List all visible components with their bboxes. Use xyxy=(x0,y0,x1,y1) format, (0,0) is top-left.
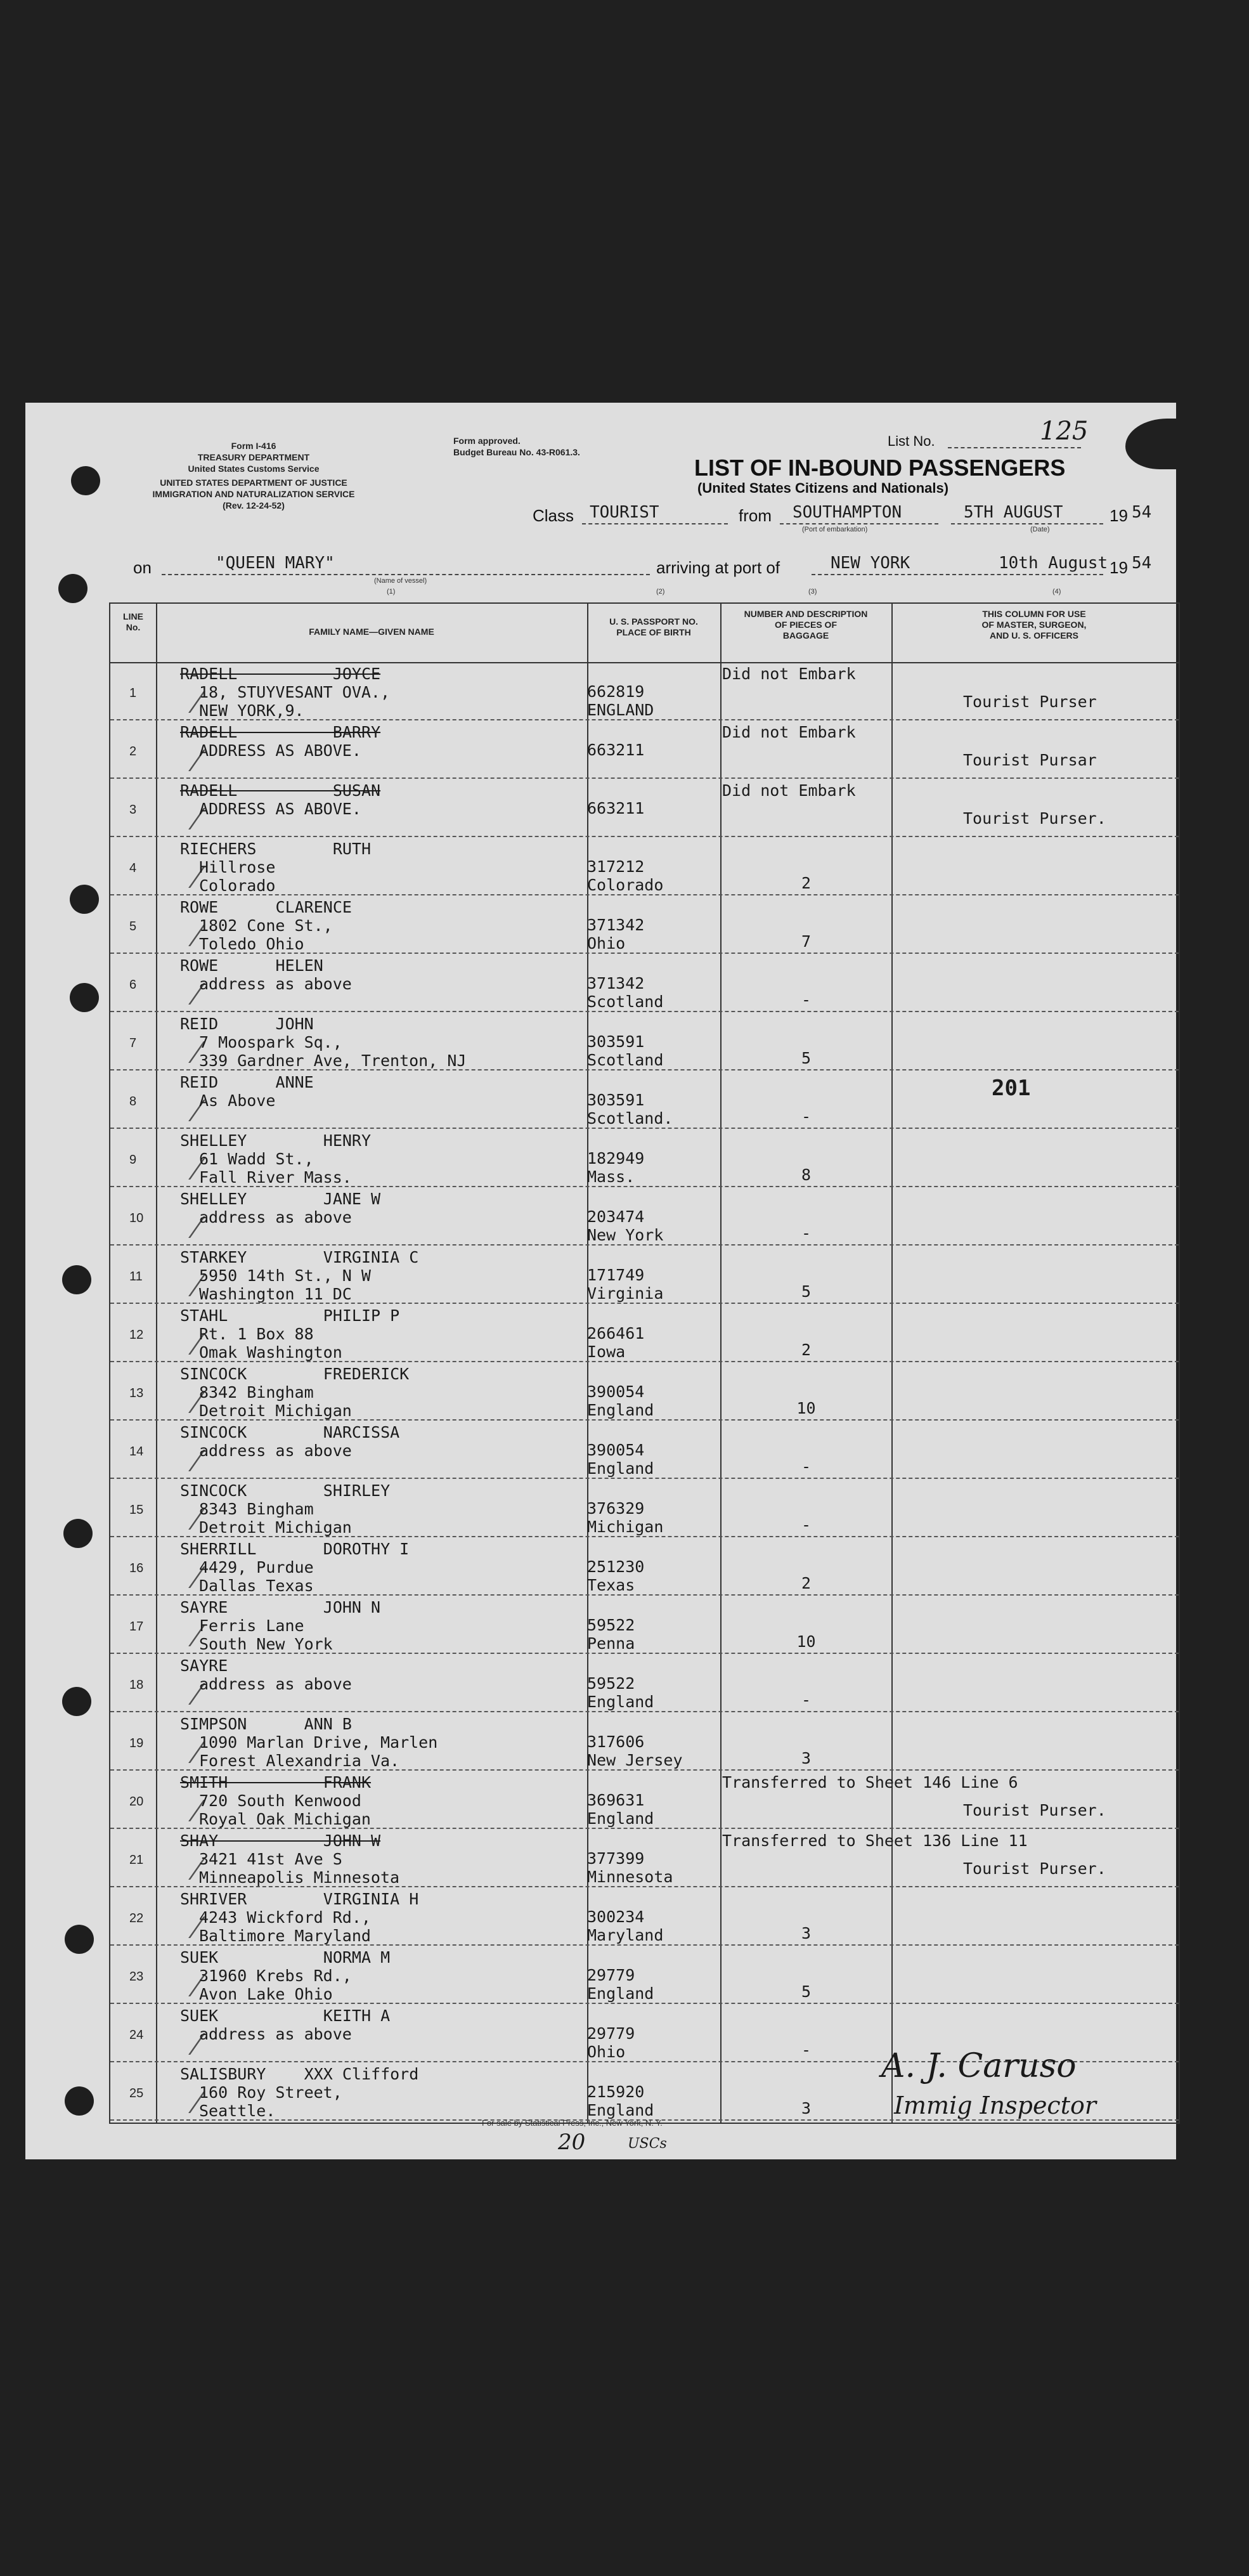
baggage-count: - xyxy=(801,1107,812,1126)
officer-remark: Tourist Pursar xyxy=(963,751,1097,769)
place-of-birth: Michigan xyxy=(587,1518,664,1536)
address-line-1: Hillrose xyxy=(199,858,276,876)
address-line-1: 3421 41st Ave S xyxy=(199,1850,342,1868)
list-subtitle: (United States Citizens and Nationals) xyxy=(697,480,949,496)
line-number: 7 xyxy=(129,1036,137,1050)
address-line-2: Minneapolis Minnesota xyxy=(199,1868,400,1887)
passport-cell xyxy=(587,1558,720,1594)
address-line-2: Omak Washington xyxy=(199,1343,342,1362)
status-note: Transferred to Sheet 146 Line 6 xyxy=(722,1773,1018,1792)
line-number: 12 xyxy=(129,1328,144,1342)
passport-number: 371342 xyxy=(587,916,645,934)
passenger-name: RIECHERS RUTH xyxy=(180,840,372,858)
status-note: Did not Embark xyxy=(722,781,856,800)
place-of-birth: England xyxy=(587,1693,654,1711)
baggage-count: 3 xyxy=(801,1749,812,1767)
officer-remark: Tourist Purser. xyxy=(963,1859,1106,1878)
line-number: 14 xyxy=(129,1445,144,1459)
address-line-2: South New York xyxy=(199,1635,333,1653)
table-row xyxy=(110,720,1179,779)
address-line-2: Forest Alexandria Va. xyxy=(199,1752,400,1770)
baggage-count: 2 xyxy=(801,1341,812,1359)
address-line-1: 4429, Purdue xyxy=(199,1558,314,1577)
passport-cell xyxy=(587,1032,720,1069)
line-number: 24 xyxy=(129,2028,144,2042)
address-line-2: Washington 11 DC xyxy=(199,1285,352,1303)
address-line-2: Dallas Texas xyxy=(199,1577,314,1595)
baggage-count: - xyxy=(801,1516,812,1534)
col-header-name: FAMILY NAME—GIVEN NAME xyxy=(309,627,434,637)
passport-number: 266461 xyxy=(587,1324,645,1343)
address-line-1: 1090 Marlan Drive, Marlen xyxy=(199,1733,438,1752)
baggage-count: 10 xyxy=(796,1399,816,1417)
place-of-birth: Virginia xyxy=(587,1284,664,1303)
col-header-passport: U. S. PASSPORT NO. PLACE OF BIRTH xyxy=(609,616,698,637)
on-label: on xyxy=(133,558,152,577)
form-number: Form I-416 xyxy=(231,441,276,451)
address-line-1: address as above xyxy=(199,1441,352,1460)
baggage-count: 5 xyxy=(801,1982,812,2001)
line-number: 13 xyxy=(129,1386,144,1400)
passport-cell xyxy=(587,1091,720,1128)
officer-remark: Tourist Purser xyxy=(963,693,1097,711)
passenger-name: ROWE CLARENCE xyxy=(180,898,352,916)
passenger-name: ROWE HELEN xyxy=(180,956,323,975)
baggage-count: 3 xyxy=(801,1924,812,1942)
list-no-label: List No. xyxy=(888,433,935,449)
passenger-name: SHELLEY JANE W xyxy=(180,1190,381,1208)
baggage-count: - xyxy=(801,1224,812,1242)
address-line-1: 5950 14th St., N W xyxy=(199,1266,371,1285)
form-revision: (Rev. 12-24-52) xyxy=(223,500,285,511)
passenger-table xyxy=(109,602,1180,2124)
passport-number: 390054 xyxy=(587,1441,645,1459)
line-number: 10 xyxy=(129,1211,144,1225)
year-prefix: 19 xyxy=(1110,506,1128,525)
line-number: 25 xyxy=(129,2086,144,2100)
passenger-name: SALISBURY XXX Clifford xyxy=(180,2065,419,2083)
inspector-title: Immig Inspector xyxy=(894,2091,1097,2119)
punch-hole xyxy=(58,574,87,603)
line-number: 5 xyxy=(129,920,137,933)
baggage-count: 3 xyxy=(801,2099,812,2117)
punch-hole xyxy=(70,983,99,1012)
passport-cell xyxy=(587,1149,720,1186)
form-service: United States Customs Service xyxy=(188,464,320,474)
place-of-birth: New York xyxy=(587,1226,664,1244)
baggage-count: 8 xyxy=(801,1166,812,1184)
place-of-birth: England xyxy=(587,1459,654,1478)
line-number: 23 xyxy=(129,1970,144,1984)
list-title: LIST OF IN-BOUND PASSENGERS xyxy=(694,455,1066,481)
place-of-birth: England xyxy=(587,2101,654,2119)
budget-number: Budget Bureau No. 43-R061.3. xyxy=(453,447,580,457)
class-label: Class xyxy=(533,506,574,525)
year-value: 54 xyxy=(1132,503,1152,522)
passport-cell xyxy=(587,2024,720,2061)
passport-cell xyxy=(587,1441,720,1478)
passport-number: 303591 xyxy=(587,1032,645,1051)
place-of-birth: Scotland xyxy=(587,992,664,1011)
line-number: 17 xyxy=(129,1620,144,1634)
table-row xyxy=(110,1596,1179,1654)
address-line-2: Fall River Mass. xyxy=(199,1168,352,1187)
passenger-name: SAYRE xyxy=(180,1656,228,1675)
passport-number: 317606 xyxy=(587,1733,645,1751)
passport-cell xyxy=(587,1966,720,2003)
table-row xyxy=(110,1187,1179,1246)
passport-number: 300234 xyxy=(587,1908,645,1926)
baggage-count: 10 xyxy=(796,1632,816,1651)
address-line-1: As Above xyxy=(199,1091,276,1110)
address-line-1: address as above xyxy=(199,1675,352,1693)
passport-cell xyxy=(587,1616,720,1653)
table-row xyxy=(110,1654,1179,1712)
class-value: TOURIST xyxy=(590,503,659,522)
passport-number: 59522 xyxy=(587,1674,635,1693)
officer-remark: 201 xyxy=(992,1076,1031,1101)
address-line-2: Toledo Ohio xyxy=(199,935,304,953)
passenger-name: REID ANNE xyxy=(180,1073,314,1091)
passport-cell xyxy=(587,1266,720,1303)
line-number: 2 xyxy=(129,745,137,758)
passport-number: 369631 xyxy=(587,1791,645,1809)
place-of-birth: Maryland xyxy=(587,1926,664,1944)
form-dept: TREASURY DEPARTMENT xyxy=(197,452,310,462)
passport-cell xyxy=(587,1908,720,1944)
passport-cell xyxy=(587,2083,720,2119)
passport-number: 251230 xyxy=(587,1558,645,1576)
date-caption: (Date) xyxy=(1030,526,1050,533)
arriving-label: arriving at port of xyxy=(656,558,780,577)
passport-number: 663211 xyxy=(587,741,645,759)
status-note: Did not Embark xyxy=(722,723,856,741)
punch-hole xyxy=(65,1925,94,1954)
passenger-name: SHAY JOHN W xyxy=(180,1831,381,1850)
passport-number: 663211 xyxy=(587,799,645,817)
line-number: 20 xyxy=(129,1795,144,1809)
passport-number: 171749 xyxy=(587,1266,645,1284)
baggage-count: 2 xyxy=(801,874,812,892)
address-line-1: address as above xyxy=(199,975,352,993)
passport-number: 182949 xyxy=(587,1149,645,1168)
baggage-count: 2 xyxy=(801,1574,812,1592)
address-line-1: address as above xyxy=(199,2025,352,2043)
passenger-name: SINCOCK FREDERICK xyxy=(180,1365,410,1383)
from-label: from xyxy=(739,506,772,525)
address-line-2: Avon Lake Ohio xyxy=(199,1985,333,2003)
address-line-1: 8343 Bingham xyxy=(199,1500,314,1518)
inspector-signature: A. J. Caruso xyxy=(881,2047,1077,2085)
printer-credit: For sale by Statistical Press, Inc., New York, N. Y. xyxy=(482,2118,663,2128)
arrival-year: 54 xyxy=(1132,554,1152,573)
place-of-birth: Iowa xyxy=(587,1343,626,1361)
passenger-name: SUEK NORMA M xyxy=(180,1948,391,1967)
passport-number: 376329 xyxy=(587,1499,645,1518)
col-header-line-no: LINE No. xyxy=(123,611,143,632)
place-of-birth: Ohio xyxy=(587,2043,626,2061)
address-line-1: address as above xyxy=(199,1208,352,1226)
passenger-name: SHELLEY HENRY xyxy=(180,1131,372,1150)
line-number: 1 xyxy=(129,686,137,700)
table-row xyxy=(110,895,1179,954)
passenger-name: RADELL SUSAN xyxy=(180,781,381,800)
place-of-birth: England xyxy=(587,1401,654,1419)
passport-number: 371342 xyxy=(587,974,645,992)
col-header-baggage: NUMBER AND DESCRIPTION OF PIECES OF BAGGAGE xyxy=(744,609,868,641)
table-row xyxy=(110,662,1179,720)
passport-number: 59522 xyxy=(587,1616,635,1634)
line-number: 4 xyxy=(129,861,137,875)
line-number: 9 xyxy=(129,1153,137,1167)
table-row xyxy=(110,1129,1179,1187)
passenger-name: SINCOCK NARCISSA xyxy=(180,1423,400,1441)
arrival-port: NEW YORK xyxy=(831,554,910,573)
passenger-name: SINCOCK SHIRLEY xyxy=(180,1481,391,1500)
address-line-1: 4243 Wickford Rd., xyxy=(199,1908,371,1927)
col-header-officers: THIS COLUMN FOR USE OF MASTER, SURGEON, AND U. S. OFFICERS xyxy=(981,609,1087,641)
passport-number: 662819 xyxy=(587,682,645,701)
line-number: 22 xyxy=(129,1911,144,1925)
address-line-1: 720 South Kenwood xyxy=(199,1792,361,1810)
from-value: SOUTHAMPTON xyxy=(793,503,902,522)
address-line-1: 31960 Krebs Rd., xyxy=(199,1967,352,1985)
punch-hole xyxy=(63,1519,93,1548)
baggage-count: 5 xyxy=(801,1049,812,1067)
departure-date: 5TH AUGUST xyxy=(964,503,1063,522)
address-line-2: Seattle. xyxy=(199,2102,276,2120)
place-of-birth: England xyxy=(587,1809,654,1828)
address-line-1: 1802 Cone St., xyxy=(199,916,333,935)
line-number: 19 xyxy=(129,1736,144,1750)
line-number: 6 xyxy=(129,978,137,992)
list-no-value: 125 xyxy=(1040,417,1089,446)
baggage-count: - xyxy=(801,2041,812,2059)
form-approved: Form approved. xyxy=(453,436,521,446)
torn-corner xyxy=(1125,419,1201,469)
passport-cell xyxy=(587,1674,720,1711)
table-row xyxy=(110,1479,1179,1537)
line-number: 11 xyxy=(129,1270,143,1284)
punch-hole xyxy=(62,1265,91,1294)
table-row xyxy=(110,1246,1179,1304)
table-row xyxy=(110,1304,1179,1362)
passport-cell xyxy=(587,799,720,817)
passport-number: 203474 xyxy=(587,1207,645,1226)
passport-cell xyxy=(587,974,720,1011)
passport-number: 29779 xyxy=(587,1966,635,1984)
address-line-1: ADDRESS AS ABOVE. xyxy=(199,800,361,818)
passenger-name: RADELL JOYCE xyxy=(180,665,381,683)
address-line-2: 339 Gardner Ave, Trenton, NJ xyxy=(199,1051,467,1070)
address-line-1: Rt. 1 Box 88 xyxy=(199,1325,314,1343)
col-num-2: (2) xyxy=(656,588,665,595)
place-of-birth: Scotland. xyxy=(587,1109,673,1128)
baggage-count: - xyxy=(801,1457,812,1476)
tally-note: USCs xyxy=(628,2136,667,2152)
punch-hole xyxy=(65,2086,94,2116)
address-line-2: Royal Oak Michigan xyxy=(199,1810,371,1828)
passport-cell xyxy=(587,1207,720,1244)
line-number: 8 xyxy=(129,1095,137,1109)
passport-cell xyxy=(587,1733,720,1769)
passport-cell xyxy=(587,682,720,719)
place-of-birth: Ohio xyxy=(587,934,626,953)
place-of-birth: Scotland xyxy=(587,1051,664,1069)
passport-cell xyxy=(587,857,720,894)
baggage-count: 5 xyxy=(801,1282,812,1301)
address-line-1: Ferris Lane xyxy=(199,1617,304,1635)
passenger-name: STARKEY VIRGINIA C xyxy=(180,1248,419,1266)
punch-hole xyxy=(62,1687,91,1716)
passport-cell xyxy=(587,916,720,953)
table-row xyxy=(110,1829,1179,1887)
arrival-year-prefix: 19 xyxy=(1110,558,1128,577)
passport-cell xyxy=(587,1499,720,1536)
place-of-birth: Minnesota xyxy=(587,1868,673,1886)
officer-remark: Tourist Purser. xyxy=(963,1801,1106,1819)
address-line-1: ADDRESS AS ABOVE. xyxy=(199,741,361,760)
passenger-name: RADELL BARRY xyxy=(180,723,381,741)
table-row xyxy=(110,1362,1179,1421)
table-row xyxy=(110,1771,1179,1829)
passport-cell xyxy=(587,1791,720,1828)
officer-remark: Tourist Purser. xyxy=(963,809,1106,828)
line-number: 18 xyxy=(129,1678,144,1692)
arrival-date: 10th August xyxy=(999,554,1108,573)
table-row xyxy=(110,1012,1179,1070)
passenger-name: REID JOHN xyxy=(180,1015,314,1033)
place-of-birth: Colorado xyxy=(587,876,664,894)
passport-cell xyxy=(587,1324,720,1361)
passenger-name: SIMPSON ANN B xyxy=(180,1715,352,1733)
punch-hole xyxy=(71,466,100,495)
port-caption: (Port of embarkation) xyxy=(802,526,868,533)
address-line-2: NEW YORK,9. xyxy=(199,701,304,720)
address-line-1: 7 Moospark Sq., xyxy=(199,1033,342,1051)
place-of-birth: Penna xyxy=(587,1634,635,1653)
address-line-2: Detroit Michigan xyxy=(199,1402,352,1420)
passport-number: 303591 xyxy=(587,1091,645,1109)
status-note: Transferred to Sheet 136 Line 11 xyxy=(722,1831,1028,1850)
place-of-birth: England xyxy=(587,1984,654,2003)
passport-number: 377399 xyxy=(587,1849,645,1868)
line-number: 16 xyxy=(129,1561,144,1575)
col-num-3: (3) xyxy=(808,588,817,595)
address-line-1: 160 Roy Street, xyxy=(199,2083,342,2102)
address-line-1: 8342 Bingham xyxy=(199,1383,314,1402)
table-row xyxy=(110,954,1179,1012)
table-row xyxy=(110,1887,1179,1946)
col-num-1: (1) xyxy=(387,588,396,595)
place-of-birth: Texas xyxy=(587,1576,635,1594)
passenger-name: SAYRE JOHN N xyxy=(180,1598,381,1617)
punch-hole xyxy=(70,885,99,914)
address-line-1: 18, STUYVESANT OVA., xyxy=(199,683,391,701)
tally-count: 20 xyxy=(558,2130,586,2155)
baggage-count: - xyxy=(801,1691,812,1709)
table-row xyxy=(110,1712,1179,1771)
vessel-caption: (Name of vessel) xyxy=(374,577,427,585)
passport-number: 317212 xyxy=(587,857,645,876)
table-row xyxy=(110,1946,1179,2004)
table-row xyxy=(110,1070,1179,1129)
table-row xyxy=(110,1537,1179,1596)
line-number: 21 xyxy=(129,1853,144,1867)
place-of-birth: New Jersey xyxy=(587,1751,683,1769)
form-ins: IMMIGRATION AND NATURALIZATION SERVICE xyxy=(152,489,355,499)
address-line-2: Baltimore Maryland xyxy=(199,1927,371,1945)
address-line-2: Colorado xyxy=(199,876,276,895)
passenger-name: STAHL PHILIP P xyxy=(180,1306,400,1325)
address-line-2: Detroit Michigan xyxy=(199,1518,352,1537)
status-note: Did not Embark xyxy=(722,665,856,683)
passenger-name: SHERRILL DOROTHY I xyxy=(180,1540,410,1558)
form-justice: UNITED STATES DEPARTMENT OF JUSTICE xyxy=(160,478,347,488)
passport-cell xyxy=(587,1849,720,1886)
table-row xyxy=(110,837,1179,895)
passport-cell xyxy=(587,741,720,759)
passport-number: 29779 xyxy=(587,2024,635,2043)
passenger-name: SUEK KEITH A xyxy=(180,2007,391,2025)
passport-number: 390054 xyxy=(587,1382,645,1401)
line-number: 3 xyxy=(129,803,137,817)
line-number: 15 xyxy=(129,1503,144,1517)
vessel-name: "QUEEN MARY" xyxy=(216,554,335,573)
passport-number: 215920 xyxy=(587,2083,645,2101)
col-num-4: (4) xyxy=(1052,588,1061,595)
address-line-1: 61 Wadd St., xyxy=(199,1150,314,1168)
baggage-count: 7 xyxy=(801,932,812,951)
passport-cell xyxy=(587,1382,720,1419)
baggage-count: - xyxy=(801,991,812,1009)
place-of-birth: ENGLAND xyxy=(587,701,654,719)
table-row xyxy=(110,779,1179,837)
passenger-name: SHRIVER VIRGINIA H xyxy=(180,1890,419,1908)
place-of-birth: Mass. xyxy=(587,1168,635,1186)
table-row xyxy=(110,1421,1179,1479)
passenger-name: SMITH FRANK xyxy=(180,1773,372,1792)
